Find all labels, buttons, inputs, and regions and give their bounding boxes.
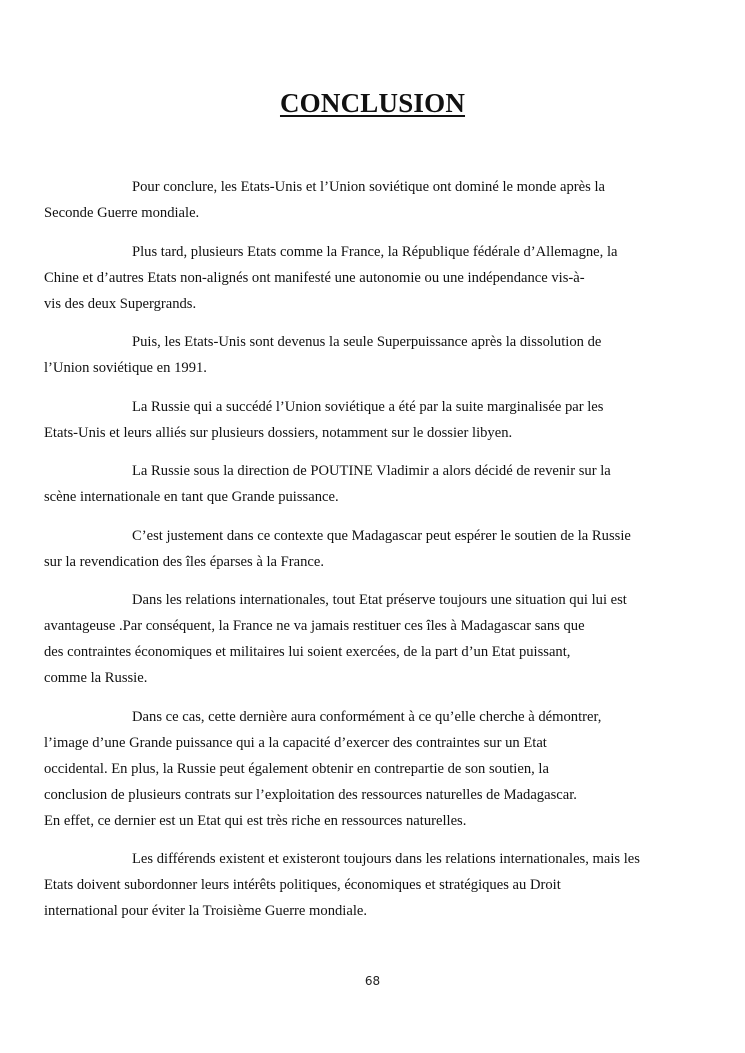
paragraph-line: En effet, ce dernier est un Etat qui est très riche en ressources naturelles. [44, 812, 467, 829]
paragraph-line: comme la Russie. [44, 670, 148, 686]
paragraph-line: Dans les relations internationales, tout Etat préserve toujours une situation qui lui est [132, 592, 627, 608]
paragraph-line: Chine et d’autres Etats non-alignés ont manifesté une autonomie ou une indépendance vis-à- [44, 269, 585, 286]
paragraph-line: Etats-Unis et leurs alliés sur plusieurs dossiers, notamment sur le dossier libyen. [44, 424, 513, 441]
paragraph-8 [44, 704, 658, 834]
paragraph-3 [44, 329, 658, 381]
paragraph-line: sur la revendication des îles éparses à la France. [44, 553, 325, 570]
paragraph-line: La Russie sous la direction de POUTINE Vladimir a alors décidé de revenir sur la [132, 463, 611, 479]
paragraph-line: international pour éviter la Troisième Guerre mondiale. [44, 903, 368, 919]
paragraph-line: l’Union soviétique en 1991. [44, 360, 207, 376]
paragraph-line: Dans ce cas, cette dernière aura conformément à ce qu’elle cherche à démontrer, [132, 708, 602, 725]
paragraph-line: Etats doivent subordonner leurs intérêts politiques, économiques et stratégiques au Droit [44, 877, 561, 893]
paragraph-line: des contraintes économiques et militaires lui soient exercées, de la part d’un Etat puissant, [44, 644, 571, 660]
paragraph-line: vis des deux Supergrands. [44, 295, 197, 312]
paragraph-line: l’image d’une Grande puissance qui a la capacité d’exercer des contraintes sur un Etat [44, 734, 547, 751]
paragraph-line: Les différends existent et existeront toujours dans les relations internationales, mais les [132, 851, 640, 867]
paragraph-line: Pour conclure, les Etats-Unis et l’Union soviétique ont dominé le monde après la [132, 179, 605, 195]
paragraph-line: avantageuse .Par conséquent, la France ne va jamais restituer ces îles à Madagascar sans que [44, 618, 585, 634]
paragraph-line: occidental. En plus, la Russie peut également obtenir en contrepartie de son soutien, la [44, 760, 549, 777]
paragraph-6 [44, 523, 658, 575]
paragraph-7 [44, 587, 658, 691]
paragraph-5 [44, 458, 658, 510]
paragraph-2 [44, 239, 658, 317]
paragraph-9 [44, 846, 658, 924]
conclusion-body [44, 174, 658, 937]
paragraph-line: Plus tard, plusieurs Etats comme la France, la République fédérale d’Allemagne, la [132, 243, 618, 260]
page-title: CONCLUSION [279, 88, 466, 118]
paragraph-line: conclusion de plusieurs contrats sur l’exploitation des ressources naturelles de Madagascar. [44, 786, 577, 803]
paragraph-1 [44, 174, 658, 226]
paragraph-line: La Russie qui a succédé l’Union soviétique a été par la suite marginalisée par les [132, 398, 604, 415]
paragraph-line: scène internationale en tant que Grande puissance. [44, 489, 339, 505]
paragraph-line: Puis, les Etats-Unis sont devenus la seule Superpuissance après la dissolution de [132, 334, 602, 350]
paragraph-line: Seconde Guerre mondiale. [44, 205, 200, 221]
page-number: 68 [364, 974, 381, 988]
paragraph-line: C’est justement dans ce contexte que Madagascar peut espérer le soutien de la Russie [132, 527, 631, 544]
paragraph-4 [44, 394, 658, 446]
